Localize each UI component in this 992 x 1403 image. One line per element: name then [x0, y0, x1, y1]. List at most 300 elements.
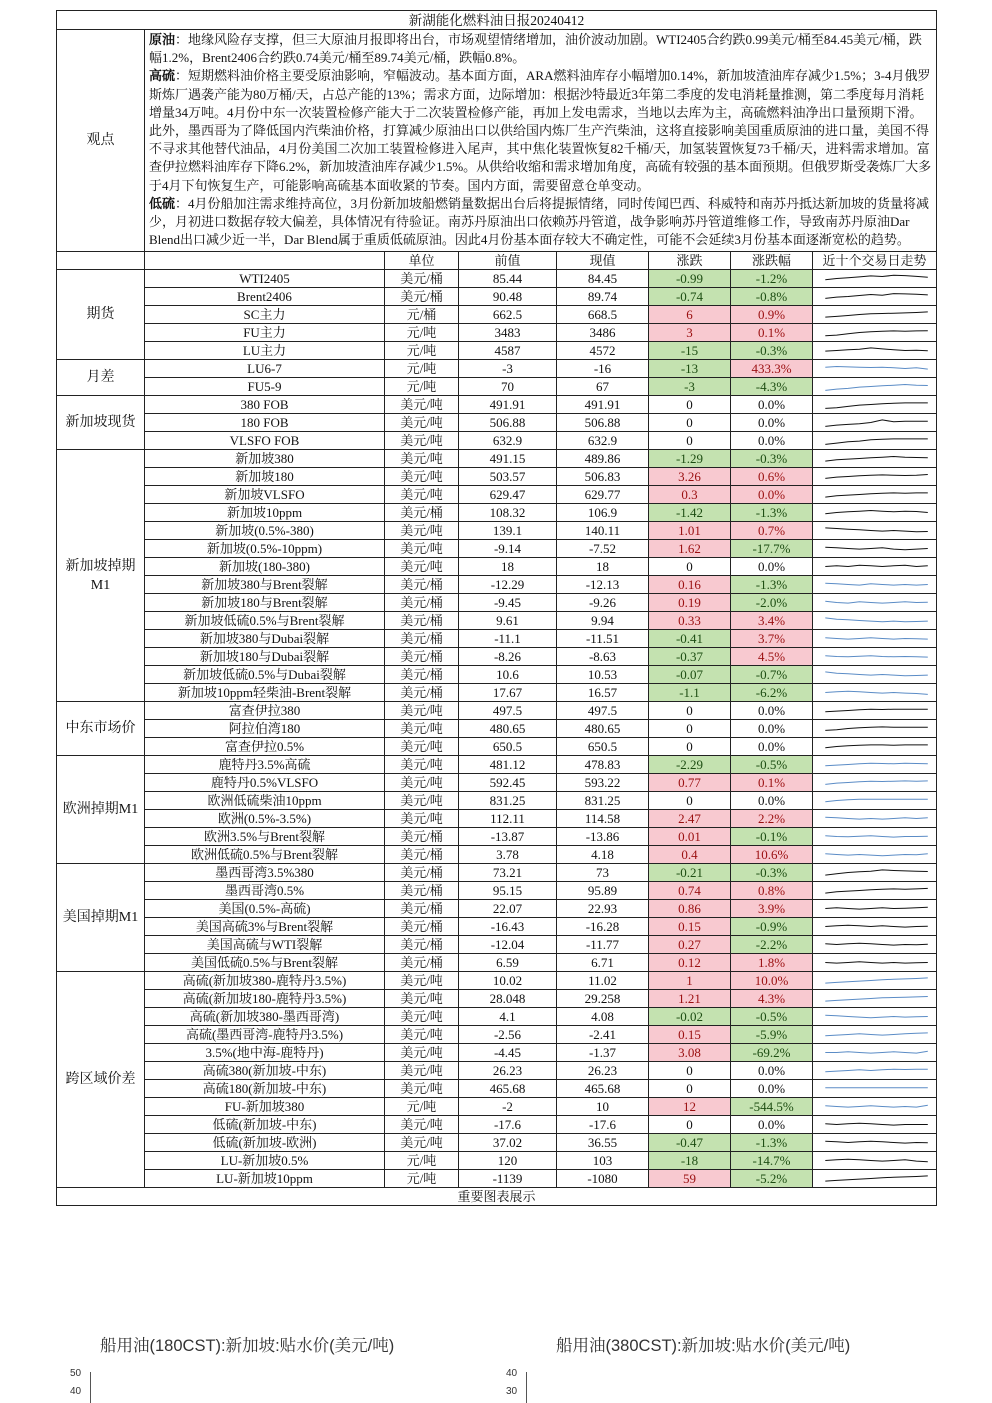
report-table [56, 10, 937, 1206]
sparkline-line [825, 656, 928, 657]
row-prev-value: 37.02 [459, 1134, 557, 1152]
row-prev-value: 10.6 [459, 666, 557, 684]
row-item-name: 新加坡380与Brent裂解 [145, 576, 385, 594]
row-prev-value: 139.1 [459, 522, 557, 540]
row-item-name: 墨西哥湾0.5% [145, 882, 385, 900]
row-curr-value: 18 [557, 558, 649, 576]
row-trend-sparkline [813, 342, 937, 360]
row-change-pct: 10.0% [731, 972, 813, 990]
table-row [57, 738, 937, 756]
row-change-pct: 0.1% [731, 774, 813, 792]
sparkline-chart [813, 450, 936, 467]
row-trend-sparkline [813, 630, 937, 648]
row-prev-value: -2 [459, 1098, 557, 1116]
table-row [57, 1134, 937, 1152]
header-blank-item [145, 252, 385, 270]
row-curr-value: -11.51 [557, 630, 649, 648]
row-curr-value: 506.88 [557, 414, 649, 432]
row-change-pct: -0.3% [731, 864, 813, 882]
row-item-name: 高硫(新加坡380-鹿特丹3.5%) [145, 972, 385, 990]
row-item-name: 180 FOB [145, 414, 385, 432]
sparkline-chart [813, 630, 936, 647]
sparkline-line [825, 1052, 928, 1054]
row-change-pct: 0.0% [731, 792, 813, 810]
row-change: 0.86 [649, 900, 731, 918]
table-row [57, 936, 937, 954]
sparkline-chart [813, 612, 936, 629]
table-row [57, 522, 937, 540]
row-item-name: 新加坡低硫0.5%与Brent裂解 [145, 612, 385, 630]
row-prev-value: -16.43 [459, 918, 557, 936]
row-change-pct: -0.3% [731, 450, 813, 468]
row-prev-value: 73.21 [459, 864, 557, 882]
row-change: 0 [649, 702, 731, 720]
row-change-pct: 0.0% [731, 558, 813, 576]
row-item-name: 低硫(新加坡-欧洲) [145, 1134, 385, 1152]
row-trend-sparkline [813, 504, 937, 522]
row-change-pct: 2.2% [731, 810, 813, 828]
sparkline-line [825, 1142, 928, 1144]
table-row [57, 990, 937, 1008]
sparkline-line [825, 475, 928, 479]
row-prev-value: 480.65 [459, 720, 557, 738]
row-curr-value: 632.9 [557, 432, 649, 450]
sparkline-line [825, 1033, 928, 1036]
row-prev-value: 650.5 [459, 738, 557, 756]
row-prev-value: 481.12 [459, 756, 557, 774]
row-unit: 美元/吨 [385, 702, 459, 720]
header-curr: 现值 [557, 252, 649, 270]
row-item-name: 新加坡(0.5%-380) [145, 522, 385, 540]
sparkline-line [825, 692, 928, 695]
sparkline-line [825, 602, 928, 604]
sparkline-line [825, 978, 928, 983]
row-item-name: WTI2405 [145, 270, 385, 288]
row-curr-value: -7.52 [557, 540, 649, 558]
row-trend-sparkline [813, 972, 937, 990]
table-row [57, 450, 937, 468]
row-change-pct: -4.3% [731, 378, 813, 396]
sparkline-chart [813, 954, 936, 971]
sparkline-chart [813, 990, 936, 1007]
sparkline-chart [813, 378, 936, 395]
row-curr-value: 497.5 [557, 702, 649, 720]
row-prev-value: -2.56 [459, 1026, 557, 1044]
row-curr-value: 16.57 [557, 684, 649, 702]
row-prev-value: 85.44 [459, 270, 557, 288]
table-row [57, 702, 937, 720]
row-item-name: 欧洲3.5%与Brent裂解 [145, 828, 385, 846]
row-prev-value: 6.59 [459, 954, 557, 972]
row-change-pct: -6.2% [731, 684, 813, 702]
row-unit: 美元/吨 [385, 396, 459, 414]
row-trend-sparkline [813, 432, 937, 450]
table-row [57, 1062, 937, 1080]
row-unit: 美元/吨 [385, 1080, 459, 1098]
row-curr-value: -17.6 [557, 1116, 649, 1134]
sparkline-line [825, 926, 928, 928]
key-charts [56, 1322, 936, 1403]
row-item-name: 新加坡(0.5%-10ppm) [145, 540, 385, 558]
row-curr-value: -2.41 [557, 1026, 649, 1044]
table-row [57, 792, 937, 810]
sparkline-chart [813, 756, 936, 773]
row-curr-value: 10 [557, 1098, 649, 1116]
row-prev-value: 4587 [459, 342, 557, 360]
row-prev-value: -9.45 [459, 594, 557, 612]
row-change: -0.47 [649, 1134, 731, 1152]
section-label: 新加坡掉期M1 [57, 450, 145, 702]
row-change: -13 [649, 360, 731, 378]
row-prev-value: 831.25 [459, 792, 557, 810]
row-item-name: FU5-9 [145, 378, 385, 396]
row-unit: 美元/吨 [385, 1062, 459, 1080]
row-trend-sparkline [813, 540, 937, 558]
row-prev-value: 662.5 [459, 306, 557, 324]
row-curr-value: 26.23 [557, 1062, 649, 1080]
row-item-name: 高硫(新加坡180-鹿特丹3.5%) [145, 990, 385, 1008]
row-unit: 美元/吨 [385, 990, 459, 1008]
sparkline-line [825, 618, 928, 622]
row-prev-value: 28.048 [459, 990, 557, 1008]
sparkline-chart [813, 1098, 936, 1115]
row-change-pct: 0.0% [731, 486, 813, 504]
row-item-name: 欧洲(0.5%-3.5%) [145, 810, 385, 828]
row-curr-value: 106.9 [557, 504, 649, 522]
table-row [57, 594, 937, 612]
sparkline-line [825, 511, 928, 514]
sparkline-line [825, 638, 928, 639]
row-trend-sparkline [813, 918, 937, 936]
row-change-pct: -69.2% [731, 1044, 813, 1062]
row-change: 0 [649, 1116, 731, 1134]
row-prev-value: -17.6 [459, 1116, 557, 1134]
table-row [57, 666, 937, 684]
viewpoint-paragraph-hsfo: 高硫：短期燃料油价格主要受原油影响，窄幅波动。基本面方面，ARA燃料油库存小幅增加0.14%，新加坡渣油库存减少1.5%；3-4月俄罗斯炼厂遇袭产能为80万桶/天，占总产能的13%；需求方面，边际增加：根据沙特最近3年第二季度的发电消耗量推测，第二季度每月消耗增量34万吨。4月份中东一次装置检修产能大于二次装置检修产能，再加上发电需求，当地以去库为主，高硫燃料油净出口量预期下滑。此外，墨西哥为了降低国内汽柴油价格，打算减少原油出口以供给国内炼厂生产汽柴油，这将直接影响美国重质原油的进口量，美国不得不寻求其他替代油品，4月份美国二次加工装置检修进入尾声，其中焦化装置恢复82千桶/天，加氢装置恢复73千桶/天，进料需求增加。富查伊拉燃料油库存下降6.2%，新加坡渣油库存减少1.5%。从供给收缩和需求增加角度，高硫有较强的基本面预期。但俄罗斯受袭炼厂大多于4月下旬恢复生产，可能影响高硫基本面收紧的节奏。国内方面，需要留意仓单变动。 [149, 68, 932, 193]
row-change-pct: -14.7% [731, 1152, 813, 1170]
sparkline-chart [813, 918, 936, 935]
row-curr-value: 831.25 [557, 792, 649, 810]
row-curr-value: 89.74 [557, 288, 649, 306]
row-unit: 美元/吨 [385, 972, 459, 990]
table-row [57, 504, 937, 522]
row-change: 3 [649, 324, 731, 342]
sparkline-line [825, 1160, 928, 1163]
sparkline-line [825, 710, 928, 713]
row-item-name: LU-新加坡0.5% [145, 1152, 385, 1170]
sparkline-chart [813, 468, 936, 485]
sparkline-line [825, 584, 928, 586]
row-curr-value: 11.02 [557, 972, 649, 990]
row-prev-value: 10.02 [459, 972, 557, 990]
row-item-name: 高硫(墨西哥湾-鹿特丹3.5%) [145, 1026, 385, 1044]
row-change: 0 [649, 792, 731, 810]
row-unit: 美元/桶 [385, 576, 459, 594]
row-trend-sparkline [813, 702, 937, 720]
row-curr-value: -1.37 [557, 1044, 649, 1062]
table-row [57, 1116, 937, 1134]
row-unit: 美元/桶 [385, 612, 459, 630]
header-trend: 近十个交易日走势 [813, 252, 937, 270]
row-unit: 元/吨 [385, 378, 459, 396]
row-unit: 美元/桶 [385, 918, 459, 936]
row-change-pct: 3.7% [731, 630, 813, 648]
section-label: 新加坡现货 [57, 396, 145, 450]
row-unit: 元/吨 [385, 1098, 459, 1116]
row-change: 0.4 [649, 846, 731, 864]
row-trend-sparkline [813, 1098, 937, 1116]
row-item-name: Brent2406 [145, 288, 385, 306]
row-curr-value: 4572 [557, 342, 649, 360]
sparkline-chart [813, 864, 936, 881]
row-change-pct: 0.0% [731, 432, 813, 450]
row-unit: 美元/吨 [385, 558, 459, 576]
row-item-name: 新加坡10ppm [145, 504, 385, 522]
sparkline-chart [813, 828, 936, 845]
row-item-name: 高硫380(新加坡-中东) [145, 1062, 385, 1080]
row-unit: 美元/桶 [385, 504, 459, 522]
sparkline-line [825, 276, 928, 281]
row-trend-sparkline [813, 1170, 937, 1188]
table-row [57, 720, 937, 738]
row-unit: 美元/桶 [385, 846, 459, 864]
row-curr-value: -1080 [557, 1170, 649, 1188]
viewpoint-label: 观点 [57, 30, 145, 252]
sparkline-chart [813, 648, 936, 665]
row-change: -0.21 [649, 864, 731, 882]
row-trend-sparkline [813, 1152, 937, 1170]
row-unit: 元/吨 [385, 1170, 459, 1188]
sparkline-line [825, 870, 928, 875]
sparkline-line [825, 457, 928, 462]
row-item-name: 新加坡VLSFO [145, 486, 385, 504]
row-curr-value: 3486 [557, 324, 649, 342]
sparkline-line [825, 294, 928, 299]
row-unit: 美元/吨 [385, 810, 459, 828]
row-change: -2.29 [649, 756, 731, 774]
row-prev-value: -1139 [459, 1170, 557, 1188]
row-change-pct: -0.5% [731, 756, 813, 774]
row-unit: 美元/吨 [385, 792, 459, 810]
row-change-pct: 0.1% [731, 324, 813, 342]
section-label: 美国掉期M1 [57, 864, 145, 972]
row-unit: 美元/吨 [385, 432, 459, 450]
row-curr-value: 9.94 [557, 612, 649, 630]
row-change-pct: -2.0% [731, 594, 813, 612]
sparkline-line [825, 367, 928, 370]
sparkline-line [825, 439, 928, 445]
row-trend-sparkline [813, 468, 937, 486]
row-change-pct: -1.3% [731, 576, 813, 594]
sparkline-line [825, 944, 928, 946]
row-item-name: 新加坡180与Brent裂解 [145, 594, 385, 612]
row-unit: 美元/吨 [385, 1008, 459, 1026]
sparkline-chart [813, 486, 936, 503]
row-trend-sparkline [813, 612, 937, 630]
row-item-name: 3.5%(地中海-鹿特丹) [145, 1044, 385, 1062]
sparkline-chart [813, 1116, 936, 1133]
row-prev-value: 497.5 [459, 702, 557, 720]
row-prev-value: 491.91 [459, 396, 557, 414]
row-trend-sparkline [813, 846, 937, 864]
sparkline-chart [813, 972, 936, 989]
sparkline-line [825, 312, 928, 317]
row-curr-value: 668.5 [557, 306, 649, 324]
row-unit: 美元/吨 [385, 486, 459, 504]
row-trend-sparkline [813, 1080, 937, 1098]
chart-title-380cst: 船用油(380CST):新加坡:贴水价(美元/吨) [556, 1337, 851, 1355]
row-change: -0.41 [649, 630, 731, 648]
viewpoint-paragraph-lsfo: 低硫：4月份船加注需求维持高位，3月份新加坡船燃销量数据出台后将提振情绪，同时传闻巴西、科威特和南苏丹抵达新加坡的货量将减少，月初进口数据存较大偏差，具体情况有待验证。南苏丹原油出口依赖苏丹管道，战争影响苏丹管道维修工作，导致南苏丹原油Dar Blend出口减少近一半，Dar Blend属于重质低硫原油。因此4月份基本面存较大不确定性，可能不会延续3月份基本面逐渐宽松的趋势。 [149, 195, 930, 248]
row-change-pct: 0.7% [731, 522, 813, 540]
row-change-pct: -5.2% [731, 1170, 813, 1188]
row-curr-value: 491.91 [557, 396, 649, 414]
sparkline-line [825, 1106, 928, 1108]
sparkline-line [825, 1016, 928, 1019]
sparkline-line [825, 781, 928, 785]
row-item-name: 新加坡180 [145, 468, 385, 486]
row-prev-value: 491.15 [459, 450, 557, 468]
row-change-pct: -1.3% [731, 504, 813, 522]
row-change-pct: -1.2% [731, 270, 813, 288]
row-change: 0 [649, 738, 731, 756]
section-label: 期货 [57, 270, 145, 360]
row-trend-sparkline [813, 360, 937, 378]
row-item-name: 新加坡380与Dubai裂解 [145, 630, 385, 648]
sparkline-chart [813, 360, 936, 377]
row-prev-value: -9.14 [459, 540, 557, 558]
row-unit: 美元/吨 [385, 414, 459, 432]
sparkline-chart [813, 270, 936, 287]
row-prev-value: -12.04 [459, 936, 557, 954]
row-change: 12 [649, 1098, 731, 1116]
sparkline-chart [813, 432, 936, 449]
sparkline-chart [813, 792, 936, 809]
row-change-pct: -0.1% [731, 828, 813, 846]
row-item-name: LU-新加坡10ppm [145, 1170, 385, 1188]
row-change: -18 [649, 1152, 731, 1170]
row-item-name: 美国高硫与WTI裂解 [145, 936, 385, 954]
row-prev-value: 592.45 [459, 774, 557, 792]
row-change: 0.12 [649, 954, 731, 972]
table-row [57, 576, 937, 594]
sparkline-chart [813, 1170, 936, 1187]
row-change: 3.26 [649, 468, 731, 486]
row-unit: 元/吨 [385, 342, 459, 360]
table-row [57, 846, 937, 864]
row-curr-value: 67 [557, 378, 649, 396]
sparkline-line [825, 908, 928, 910]
row-trend-sparkline [813, 756, 937, 774]
row-curr-value: 489.86 [557, 450, 649, 468]
row-change: 1.01 [649, 522, 731, 540]
row-change-pct: 1.8% [731, 954, 813, 972]
row-unit: 美元/吨 [385, 720, 459, 738]
row-change-pct: 0.0% [731, 414, 813, 432]
row-change: 0 [649, 414, 731, 432]
row-prev-value: -4.45 [459, 1044, 557, 1062]
row-prev-value: 120 [459, 1152, 557, 1170]
row-unit: 元/吨 [385, 360, 459, 378]
row-trend-sparkline [813, 396, 937, 414]
row-prev-value: 22.07 [459, 900, 557, 918]
row-unit: 美元/吨 [385, 774, 459, 792]
sparkline-line [825, 548, 928, 551]
sparkline-line [825, 493, 928, 497]
row-change: 0 [649, 396, 731, 414]
table-row [57, 378, 937, 396]
table-row [57, 306, 937, 324]
row-trend-sparkline [813, 1008, 937, 1026]
table-row [57, 432, 937, 450]
viewpoint-paragraph-crude: 原油：地缘风险存支撑，但三大原油月报即将出台，市场观望情绪增加，油价波动加剧。WTI2405合约跌0.99美元/桶至84.45美元/桶，跌幅1.2%，Brent2406合约跌0.74美元/桶至89.74美元/桶，跌幅0.8%。 [149, 32, 922, 66]
sparkline-chart [813, 702, 936, 719]
header-unit: 单位 [385, 252, 459, 270]
row-trend-sparkline [813, 990, 937, 1008]
row-item-name: 鹿特丹0.5%VLSFO [145, 774, 385, 792]
row-curr-value: -16 [557, 360, 649, 378]
sparkline-chart [813, 1044, 936, 1061]
sparkline-line [825, 1070, 928, 1073]
row-unit: 美元/吨 [385, 540, 459, 558]
row-unit: 美元/桶 [385, 828, 459, 846]
header-prev: 前值 [459, 252, 557, 270]
row-unit: 美元/桶 [385, 900, 459, 918]
row-change: -15 [649, 342, 731, 360]
report-title: 新湖能化燃料油日报20240412 [57, 11, 937, 30]
sparkline-chart [813, 666, 936, 683]
row-prev-value: 9.61 [459, 612, 557, 630]
row-change: -0.37 [649, 648, 731, 666]
row-change: 6 [649, 306, 731, 324]
row-prev-value: 108.32 [459, 504, 557, 522]
row-trend-sparkline [813, 288, 937, 306]
row-change: 0.77 [649, 774, 731, 792]
sparkline-line [825, 348, 928, 351]
sparkline-chart [813, 738, 936, 755]
row-change: -0.02 [649, 1008, 731, 1026]
row-change-pct: 0.9% [731, 306, 813, 324]
row-item-name: 高硫(新加坡380-墨西哥湾) [145, 1008, 385, 1026]
sparkline-chart [813, 684, 936, 701]
row-prev-value: 4.1 [459, 1008, 557, 1026]
sparkline-chart [813, 504, 936, 521]
sparkline-chart [813, 324, 936, 341]
row-change-pct: -0.8% [731, 288, 813, 306]
row-item-name: 鹿特丹3.5%高硫 [145, 756, 385, 774]
row-prev-value: 3.78 [459, 846, 557, 864]
row-item-name: 美国(0.5%-高硫) [145, 900, 385, 918]
row-item-name: FU主力 [145, 324, 385, 342]
row-unit: 美元/吨 [385, 1134, 459, 1152]
row-item-name: 美国低硫0.5%与Brent裂解 [145, 954, 385, 972]
row-trend-sparkline [813, 450, 937, 468]
sparkline-chart [813, 936, 936, 953]
row-change: 0.01 [649, 828, 731, 846]
row-change-pct: 4.3% [731, 990, 813, 1008]
table-row [57, 324, 937, 342]
sparkline-line [825, 1124, 928, 1126]
row-change: 0.33 [649, 612, 731, 630]
row-curr-value: 84.45 [557, 270, 649, 288]
row-unit: 美元/吨 [385, 1026, 459, 1044]
row-curr-value: 650.5 [557, 738, 649, 756]
row-prev-value: -13.87 [459, 828, 557, 846]
row-prev-value: 3483 [459, 324, 557, 342]
table-row [57, 684, 937, 702]
row-prev-value: 70 [459, 378, 557, 396]
table-row [57, 900, 937, 918]
